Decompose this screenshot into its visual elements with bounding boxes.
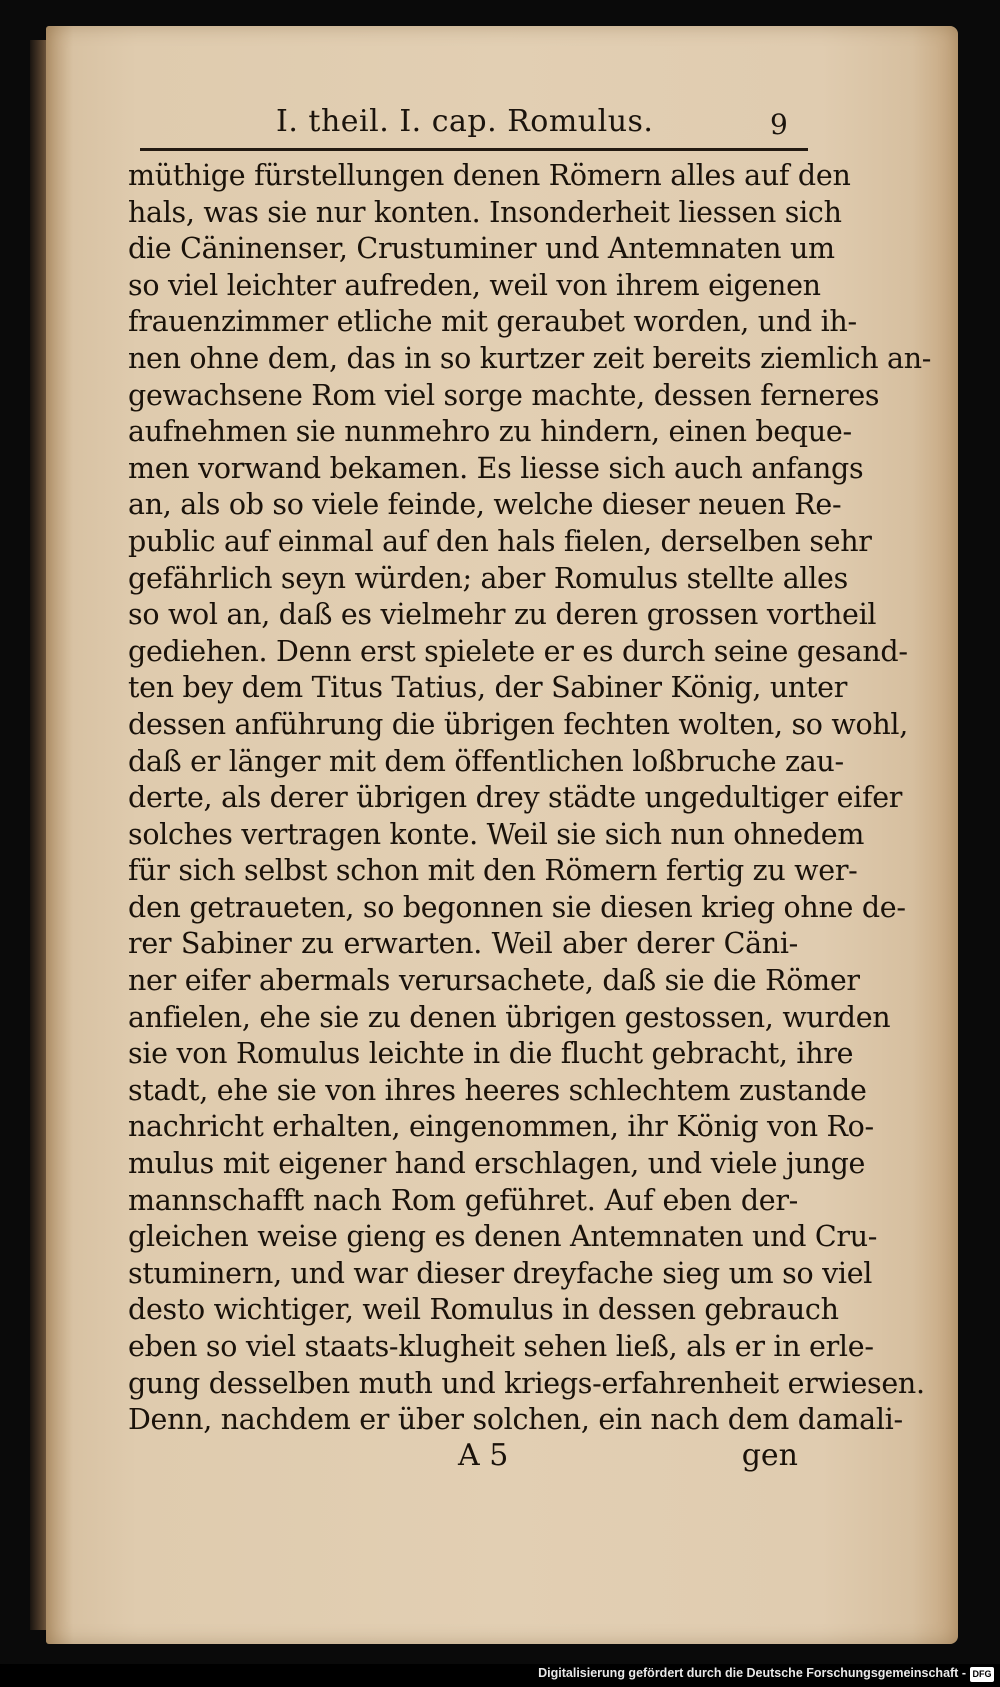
text-line: nachricht erhalten, eingenommen, ihr König von Ro-	[128, 1110, 874, 1144]
text-line: an, als ob so viele feinde, welche dieser neuen Re-	[128, 488, 842, 522]
running-head: I. theil. I. cap. Romulus.	[276, 104, 654, 139]
text-line: sie von Romulus leichte in die flucht gebracht, ihre	[128, 1037, 854, 1071]
text-line: den getraueten, so begonnen sie diesen krieg ohne de-	[128, 890, 906, 924]
text-line: eben so viel staats-klugheit sehen ließ, als er in erle-	[128, 1330, 874, 1363]
text-line: men vorwand bekamen. Es liesse sich auch anfangs	[128, 451, 864, 485]
text-line: für sich selbst schon mit den Römern fertig zu wer-	[128, 854, 858, 888]
text-line: Denn, nachdem er über solchen, ein nach dem damali-	[128, 1403, 903, 1437]
body-text	[128, 158, 932, 1439]
text-line: anfielen, ehe sie zu denen übrigen gestossen, wurden	[128, 1000, 891, 1034]
page-footer	[128, 1438, 798, 1478]
text-line: hals, was sie nur konten. Insonderheit liessen sich	[128, 195, 842, 229]
text-line: rer Sabiner zu erwarten. Weil aber derer Cäni-	[128, 927, 798, 961]
text-line: müthige fürstellungen denen Römern alles auf den	[128, 159, 851, 192]
dfg-logo-icon: DFG	[970, 1667, 994, 1682]
text-line: stadt, ehe sie von ihres heeres schlechtem zustande	[128, 1073, 867, 1107]
text-line: ner eifer abermals verursachete, daß sie die Römer	[128, 964, 860, 998]
catchword: gen	[741, 1438, 798, 1473]
text-line: ten bey dem Titus Tatius, der Sabiner König, unter	[128, 671, 848, 705]
text-line: gediehen. Denn erst spielete er es durch seine gesand-	[128, 634, 908, 668]
digitization-credit: Digitalisierung gefördert durch die Deutsche Forschungsgemeinschaft -	[538, 1666, 966, 1680]
text-line: gung desselben muth und kriegs-erfahrenheit erwiesen.	[128, 1366, 925, 1400]
text-line: mannschafft nach Rom geführet. Auf eben der-	[128, 1183, 798, 1217]
text-line: gewachsene Rom viel sorge machte, dessen ferneres	[128, 378, 880, 412]
page-header	[150, 104, 810, 146]
text-line: die Cäninenser, Crustuminer und Antemnaten um	[128, 232, 835, 266]
text-line: so wol an, daß es vielmehr zu deren grossen vortheil	[128, 598, 877, 632]
text-line: derte, als derer übrigen drey städte ungedultiger eifer	[128, 781, 903, 815]
text-line: frauenzimmer etliche mit geraubet worden, und ih-	[128, 305, 857, 339]
page-number: 9	[770, 108, 788, 141]
header-rule	[140, 148, 808, 151]
text-line: desto wichtiger, weil Romulus in dessen gebrauch	[128, 1293, 839, 1327]
credit-bar	[0, 1664, 1000, 1687]
text-line: gleichen weise gieng es denen Antemnaten und Cru-	[128, 1220, 878, 1254]
text-line: dessen anführung die übrigen fechten wolten, so wohl,	[128, 707, 908, 741]
signature-mark: A 5	[458, 1438, 509, 1473]
text-line: gefährlich seyn würden; aber Romulus stellte alles	[128, 561, 848, 595]
text-line: so viel leichter aufreden, weil von ihrem eigenen	[128, 268, 821, 302]
text-line: solches vertragen konte. Weil sie sich nun ohnedem	[128, 817, 865, 851]
text-line: nen ohne dem, das in so kurtzer zeit bereits ziemlich an-	[128, 341, 932, 375]
text-line: mulus mit eigener hand erschlagen, und viele junge	[128, 1147, 866, 1181]
text-line: stuminern, und war dieser dreyfache sieg um so viel	[128, 1256, 873, 1290]
text-line: aufnehmen sie nunmehro zu hindern, einen beque-	[128, 415, 852, 449]
text-line: public auf einmal auf den hals fielen, derselben sehr	[128, 524, 872, 558]
text-line: daß er länger mit dem öffentlichen loßbruche zau-	[128, 744, 844, 778]
